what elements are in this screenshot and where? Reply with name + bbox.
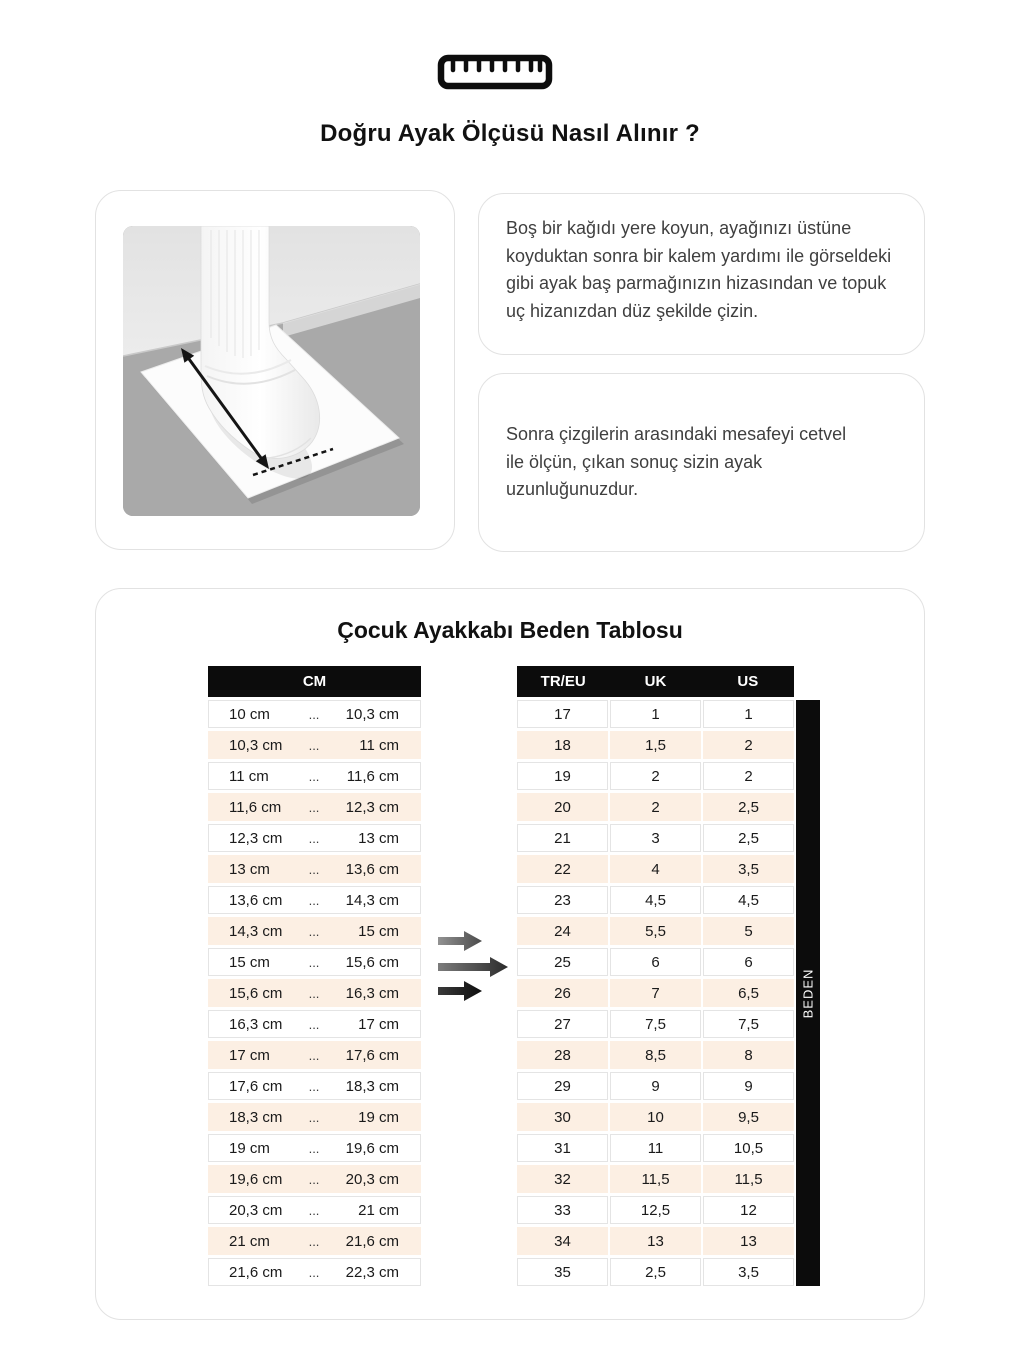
- range-separator: ...: [308, 830, 320, 846]
- size-table-cell: 31: [517, 1134, 608, 1162]
- size-header-tr-eu: TR/EU: [540, 673, 586, 690]
- cm-table-row: [208, 1227, 421, 1255]
- cm-to-value: 20,3 cm: [345, 1170, 399, 1188]
- size-table-cell: 28: [517, 1041, 608, 1069]
- cm-to-value: 19 cm: [358, 1108, 399, 1126]
- size-table-cell: 8: [703, 1041, 794, 1069]
- cm-from-value: 10 cm: [229, 705, 270, 723]
- cm-table-header: [208, 666, 421, 697]
- size-table-cell: 7,5: [610, 1010, 701, 1038]
- cm-table-row: [208, 824, 421, 852]
- size-table-cell: 2: [703, 731, 794, 759]
- cm-to-value: 22,3 cm: [345, 1263, 399, 1281]
- cm-table-row: [208, 1010, 421, 1038]
- cm-to-value: 17 cm: [358, 1015, 399, 1033]
- size-table-cell: 35: [517, 1258, 608, 1286]
- size-table-cell: 8,5: [610, 1041, 701, 1069]
- cm-table-row: [208, 917, 421, 945]
- cm-to-value: 19,6 cm: [345, 1139, 399, 1157]
- range-separator: ...: [308, 1171, 320, 1187]
- beden-vertical-bar: [796, 700, 820, 1286]
- cm-from-value: 17,6 cm: [229, 1077, 283, 1095]
- cm-from-value: 19 cm: [229, 1139, 270, 1157]
- range-separator: ...: [308, 1016, 320, 1032]
- size-table-cell: 3,5: [703, 1258, 794, 1286]
- cm-to-value: 14,3 cm: [345, 891, 399, 909]
- size-table-cell: 7,5: [703, 1010, 794, 1038]
- ruler-icon-svg: [437, 54, 553, 92]
- size-table-cell: 10,5: [703, 1134, 794, 1162]
- cm-to-value: 10,3 cm: [345, 705, 399, 723]
- size-table-cell: 2,5: [703, 793, 794, 821]
- size-table-cell: 5,5: [610, 917, 701, 945]
- size-table-cell: 17: [517, 700, 608, 728]
- size-table-cell: 2,5: [703, 824, 794, 852]
- cm-from-value: 13,6 cm: [229, 891, 283, 909]
- size-table-cell: 29: [517, 1072, 608, 1100]
- size-table-cell: 30: [517, 1103, 608, 1131]
- size-table-cell: 13: [610, 1227, 701, 1255]
- cm-table-row: [208, 948, 421, 976]
- range-separator: ...: [308, 799, 320, 815]
- cm-from-value: 14,3 cm: [229, 922, 283, 940]
- size-table-cell: 6,5: [703, 979, 794, 1007]
- cm-table-row: [208, 1165, 421, 1193]
- cm-to-value: 15,6 cm: [345, 953, 399, 971]
- cm-table-row: [208, 1072, 421, 1100]
- instruction-text-1: Boş bir kağıdı yere koyun, ayağınızı üstüne koyduktan sonra bir kalem yardımı ile görseldeki gibi ayak baş parmağınızın hizasından ve topuk uç hizanızdan düz şekilde çizin.: [506, 218, 892, 321]
- cm-table-body: [208, 700, 421, 1286]
- size-table-cell: 1: [610, 700, 701, 728]
- measurement-photo-card: [95, 190, 455, 550]
- size-table-title: Çocuk Ayakkabı Beden Tablosu: [337, 617, 683, 643]
- range-separator: ...: [308, 1047, 320, 1063]
- size-table-cell: 4,5: [703, 886, 794, 914]
- size-table-cell: 23: [517, 886, 608, 914]
- cm-from-value: 16,3 cm: [229, 1015, 283, 1033]
- size-table-cell: 18: [517, 731, 608, 759]
- cm-table-row: [208, 1196, 421, 1224]
- range-separator: ...: [308, 1202, 320, 1218]
- instruction-card-2: [478, 373, 925, 552]
- cm-from-value: 11 cm: [229, 767, 269, 785]
- page-title: Doğru Ayak Ölçüsü Nasıl Alınır ?: [320, 120, 700, 147]
- instruction-card-1: [478, 193, 925, 355]
- size-table-cell: 25: [517, 948, 608, 976]
- cm-from-value: 17 cm: [229, 1046, 270, 1064]
- size-table-cell: 9: [703, 1072, 794, 1100]
- size-table-cell: 11: [610, 1134, 701, 1162]
- cm-from-value: 21 cm: [229, 1232, 270, 1250]
- size-table-cell: 2: [703, 762, 794, 790]
- cm-to-value: 11,6 cm: [346, 767, 399, 785]
- size-table-cell: 6: [703, 948, 794, 976]
- size-table-cell: 26: [517, 979, 608, 1007]
- cm-header-label: CM: [302, 673, 327, 690]
- size-table-cell: 27: [517, 1010, 608, 1038]
- range-separator: ...: [308, 1078, 320, 1094]
- size-table-cell: 10: [610, 1103, 701, 1131]
- ruler-icon: [437, 54, 553, 92]
- range-separator: ...: [308, 737, 320, 753]
- cm-to-value: 15 cm: [358, 922, 399, 940]
- beden-label: BEDEN: [800, 968, 816, 1018]
- cm-to-value: 18,3 cm: [345, 1077, 399, 1095]
- cm-table-row: [208, 793, 421, 821]
- size-table-cell: 6: [610, 948, 701, 976]
- size-table-cell: 7: [610, 979, 701, 1007]
- cm-from-value: 15,6 cm: [229, 984, 283, 1002]
- size-table-body: [517, 700, 794, 1286]
- range-separator: ...: [308, 1264, 320, 1280]
- cm-from-value: 20,3 cm: [229, 1201, 283, 1219]
- cm-to-value: 11 cm: [359, 736, 399, 754]
- range-separator: ...: [308, 892, 320, 908]
- size-table-cell: 1,5: [610, 731, 701, 759]
- range-separator: ...: [308, 1233, 320, 1249]
- cm-to-value: 21 cm: [358, 1201, 399, 1219]
- cm-table-row: [208, 731, 421, 759]
- size-table-header: [517, 666, 794, 697]
- size-table-cell: 4: [610, 855, 701, 883]
- cm-table-row: [208, 1103, 421, 1131]
- size-table-cell: 32: [517, 1165, 608, 1193]
- cm-table-row: [208, 700, 421, 728]
- cm-to-value: 13,6 cm: [345, 860, 399, 878]
- cm-from-value: 13 cm: [229, 860, 270, 878]
- size-table-cell: 13: [703, 1227, 794, 1255]
- range-separator: ...: [308, 768, 320, 784]
- range-separator: ...: [308, 954, 320, 970]
- foot-measurement-photo: [123, 226, 420, 516]
- cm-from-value: 11,6 cm: [229, 798, 282, 816]
- size-table-cell: 2: [610, 762, 701, 790]
- size-header-us: US: [737, 673, 759, 690]
- size-table-cell: 9: [610, 1072, 701, 1100]
- size-table-card: [95, 588, 925, 1320]
- cm-to-value: 17,6 cm: [345, 1046, 399, 1064]
- conversion-arrows-icon: [436, 925, 518, 1005]
- size-table-cell: 12,5: [610, 1196, 701, 1224]
- instruction-text-2: Sonra çizgilerin arasındaki mesafeyi cetvel ile ölçün, çıkan sonuç sizin ayak uzunluğunuzdur.: [506, 424, 847, 500]
- size-table-cell: 33: [517, 1196, 608, 1224]
- foot-photo-illustration: [123, 226, 420, 516]
- size-table-cell: 2: [610, 793, 701, 821]
- size-table-cell: 5: [703, 917, 794, 945]
- cm-from-value: 21,6 cm: [229, 1263, 283, 1281]
- size-table-cell: 34: [517, 1227, 608, 1255]
- size-header-uk: UK: [644, 673, 667, 690]
- range-separator: ...: [308, 985, 320, 1001]
- cm-table-row: [208, 1134, 421, 1162]
- cm-to-value: 12,3 cm: [345, 798, 399, 816]
- size-table-cell: 21: [517, 824, 608, 852]
- range-separator: ...: [308, 1140, 320, 1156]
- size-table-cell: 2,5: [610, 1258, 701, 1286]
- size-table-cell: 3: [610, 824, 701, 852]
- cm-table-row: [208, 1258, 421, 1286]
- cm-table-row: [208, 1041, 421, 1069]
- cm-to-value: 16,3 cm: [345, 984, 399, 1002]
- cm-from-value: 10,3 cm: [229, 736, 283, 754]
- cm-table-row: [208, 886, 421, 914]
- size-table-cell: 4,5: [610, 886, 701, 914]
- cm-to-value: 21,6 cm: [345, 1232, 399, 1250]
- cm-from-value: 19,6 cm: [229, 1170, 283, 1188]
- cm-from-value: 12,3 cm: [229, 829, 283, 847]
- size-table-cell: 11,5: [610, 1165, 701, 1193]
- size-table-cell: 20: [517, 793, 608, 821]
- size-table-cell: 3,5: [703, 855, 794, 883]
- size-table-cell: 11,5: [703, 1165, 794, 1193]
- size-table-cell: 19: [517, 762, 608, 790]
- cm-to-value: 13 cm: [358, 829, 399, 847]
- range-separator: ...: [308, 706, 320, 722]
- size-table-cell: 1: [703, 700, 794, 728]
- size-table-cell: 24: [517, 917, 608, 945]
- cm-from-value: 15 cm: [229, 953, 270, 971]
- cm-from-value: 18,3 cm: [229, 1108, 283, 1126]
- size-table-cell: 9,5: [703, 1103, 794, 1131]
- cm-table-row: [208, 855, 421, 883]
- range-separator: ...: [308, 923, 320, 939]
- cm-table-row: [208, 762, 421, 790]
- range-separator: ...: [308, 861, 320, 877]
- cm-table-row: [208, 979, 421, 1007]
- size-table-cell: 12: [703, 1196, 794, 1224]
- range-separator: ...: [308, 1109, 320, 1125]
- size-table-cell: 22: [517, 855, 608, 883]
